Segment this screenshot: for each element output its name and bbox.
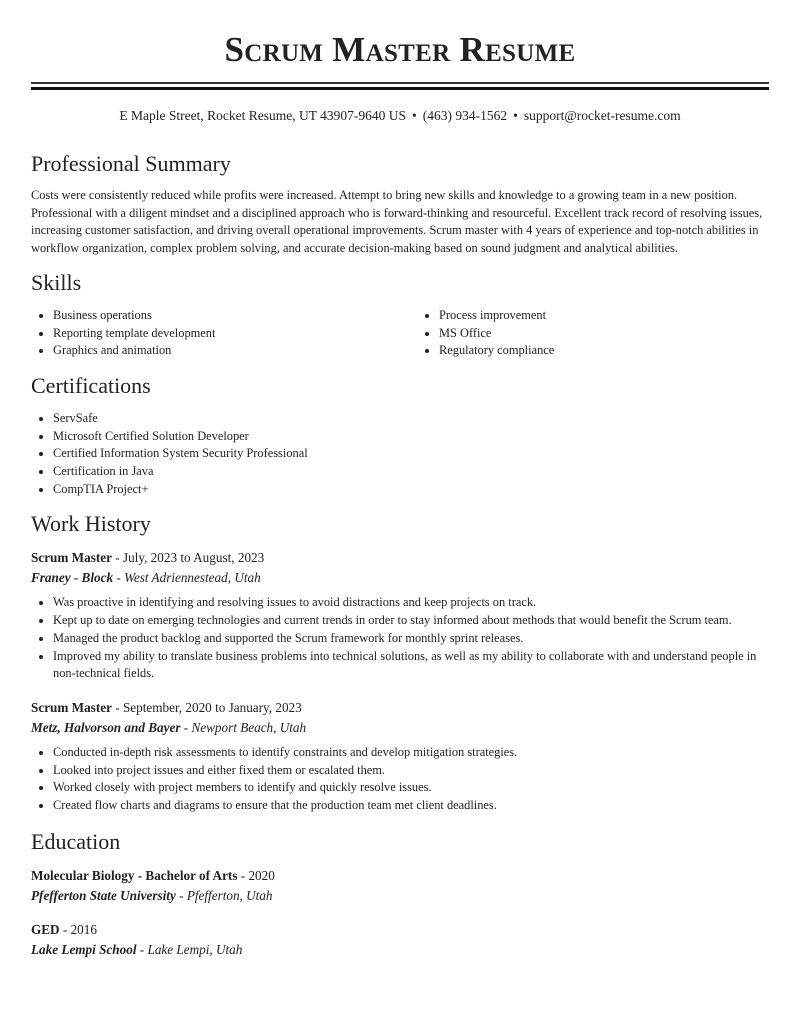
certifications-list [31, 410, 769, 499]
degree-year: 2016 [70, 921, 97, 937]
job-title: Scrum Master [31, 699, 112, 715]
bullet-separator: • [513, 108, 518, 123]
job-title: Scrum Master [31, 550, 112, 566]
job-location: Newport Beach, Utah [191, 719, 307, 735]
certification-item: • CompTIA Project+ [53, 481, 769, 499]
certification-item: • Microsoft Certified Solution Developer [53, 428, 769, 446]
dash-separator: - [237, 867, 249, 883]
school-location: Lake Lempi, Utah [147, 941, 243, 957]
degree-year: 2020 [248, 867, 275, 883]
job-bullet: • Looked into project issues and either fixed them or escalated them. [53, 762, 769, 780]
work-history-heading: Work History [31, 511, 151, 537]
education-heading: Education [31, 828, 121, 854]
job-company: Franey - Block [31, 570, 114, 586]
school-name: Pfefferton State University [31, 887, 176, 903]
education-entry [31, 866, 769, 906]
summary-section [31, 150, 769, 258]
dash-separator: - [111, 699, 123, 715]
dash-separator: - [180, 719, 192, 735]
skill-item: • Reporting template development [53, 325, 417, 343]
degree-line [31, 866, 769, 886]
school-name: Lake Lempi School [31, 941, 137, 957]
certification-item: • ServSafe [53, 410, 769, 428]
contact-phone: (463) 934-1562 [422, 108, 508, 123]
education-section [31, 828, 769, 960]
job-bullet: • Managed the product backlog and supported the Scrum framework for monthly sprint releases. [53, 630, 769, 648]
skill-item: • Business operations [53, 307, 417, 325]
skills-grid [31, 307, 769, 360]
dash-separator: - [136, 941, 148, 957]
summary-text: Costs were consistently reduced while profits were increased. Attempt to bring new skills and knowledge to a growing team in a new position. Professional with a diligent mindset and a disciplined approach who is forward-thinking and resourceful. Excellent track record of resolving issues, increasing customer satisfaction, and driving overall operational improvements. Scrum master with 4 years of experience and top-notch abilities in workflow organization, complex problem solving, and accurate decision-making based on sound judgment and analytical abilities. [31, 188, 763, 256]
school-location: Pfefferton, Utah [186, 887, 273, 903]
degree-name: GED [31, 921, 60, 937]
job-company: Metz, Halvorson and Bayer [31, 719, 181, 735]
job-bullets [31, 744, 769, 815]
contact-email: support@rocket-resume.com [523, 108, 681, 123]
skill-item: • MS Office [439, 325, 800, 343]
job-bullet: • Improved my ability to translate business problems into technical solutions, as well as my ability to collaborate with and understand people in non-technical fields. [53, 648, 769, 683]
skill-item: • Graphics and animation [53, 342, 417, 360]
skill-item: • Process improvement [439, 307, 800, 325]
contact-address: E Maple Street, Rocket Resume, UT 43907-9640 US [119, 108, 406, 123]
job-bullet: • Created flow charts and diagrams to ensure that the production team met client deadlines. [53, 797, 769, 815]
dash-separator: - [113, 570, 125, 586]
job-entry [31, 698, 769, 815]
job-bullet: • Conducted in-depth risk assessments to identify constraints and develop mitigation strategies. [53, 744, 769, 762]
job-entry [31, 548, 769, 683]
certifications-heading: Certifications [31, 372, 151, 398]
double-rule-divider [31, 82, 769, 90]
job-bullet: • Worked closely with project members to identify and quickly resolve issues. [53, 779, 769, 797]
job-company-line [31, 568, 769, 588]
degree-name: Molecular Biology - Bachelor of Arts [31, 867, 238, 883]
dash-separator: - [175, 887, 187, 903]
job-dates: July, 2023 to August, 2023 [122, 550, 265, 566]
certification-item: • Certified Information System Security Professional [53, 445, 769, 463]
skill-item: • Regulatory compliance [439, 342, 800, 360]
dash-separator: - [59, 921, 71, 937]
education-entry [31, 920, 769, 960]
job-bullet: • Was proactive in identifying and resolving issues to avoid distractions and keep projects on track. [53, 594, 769, 612]
bullet-separator: • [411, 108, 417, 123]
summary-heading: Professional Summary [31, 151, 231, 176]
skills-section [31, 269, 769, 360]
dash-separator: - [111, 550, 123, 566]
certifications-section [31, 372, 769, 499]
resume-title: Scrum Master Resume [224, 30, 576, 69]
job-title-line [31, 548, 769, 568]
skills-heading: Skills [31, 269, 82, 295]
school-line [31, 940, 769, 960]
job-company-line [31, 718, 769, 738]
certification-item: • Certification in Java [53, 463, 769, 481]
work-history-section [31, 510, 769, 814]
contact-line [31, 107, 769, 125]
job-title-line [31, 698, 769, 718]
degree-line [31, 920, 769, 940]
skills-list-right [417, 307, 800, 360]
skills-list-left [31, 307, 417, 360]
job-dates: September, 2020 to January, 2023 [122, 699, 302, 715]
job-location: West Adriennestead, Utah [124, 570, 261, 586]
job-bullets [31, 594, 769, 683]
job-bullet: • Kept up to date on emerging technologies and current trends in order to stay informed about methods that would benefit the Scrum team. [53, 612, 769, 630]
school-line [31, 886, 769, 906]
